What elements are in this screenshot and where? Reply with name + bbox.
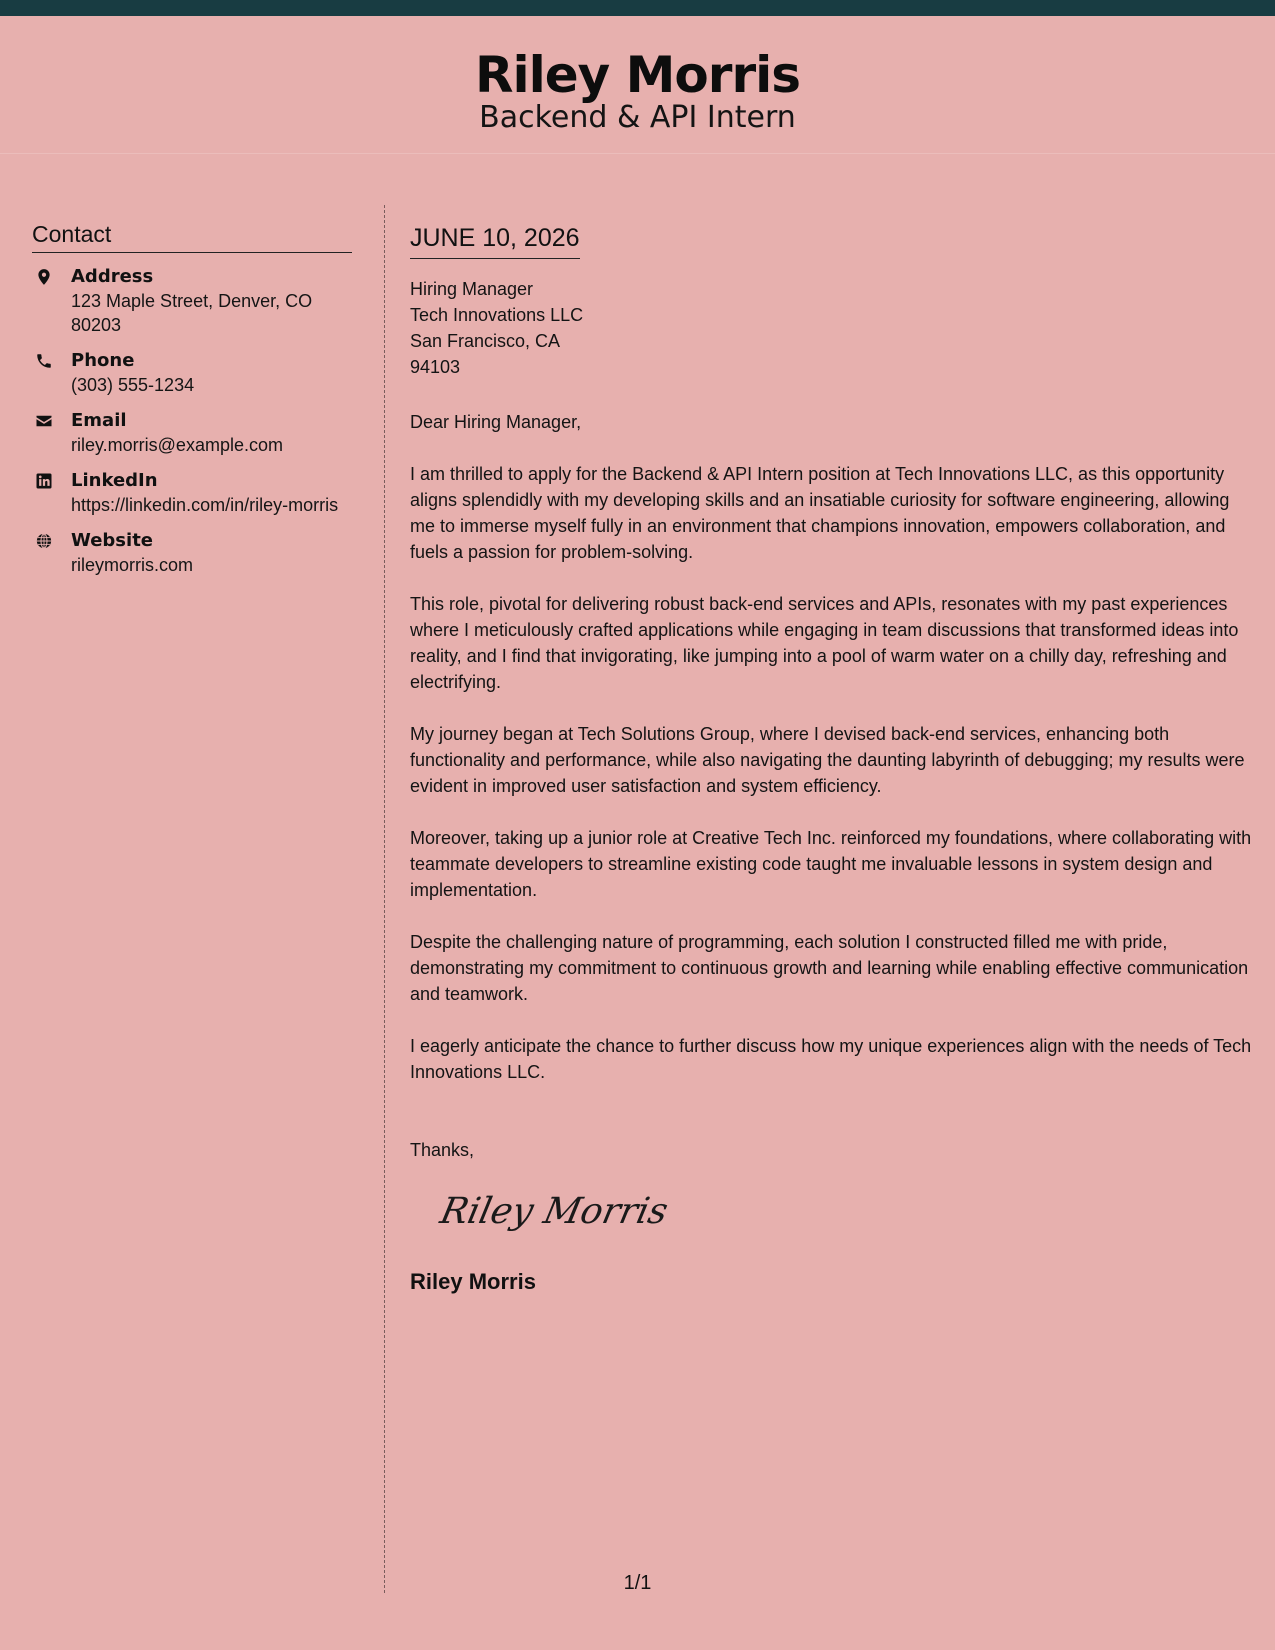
linkedin-icon xyxy=(35,472,53,490)
top-accent-bar xyxy=(0,0,1275,16)
letter-paragraph: Moreover, taking up a junior role at Creative Tech Inc. reinforced my foundations, where collaborating with teammate developers to streamline existing code taught me invaluable lessons in system design and implementation. xyxy=(410,828,1252,900)
contact-linkedin xyxy=(32,469,352,517)
closing: Thanks, xyxy=(410,1140,475,1160)
contact-value: https://linkedin.com/in/riley-morris xyxy=(71,495,339,515)
contact-heading: Contact xyxy=(32,220,352,253)
signature-image xyxy=(436,1179,676,1241)
contact-value: 123 Maple Street, Denver, CO 80203 xyxy=(71,291,313,335)
contact-label: LinkedIn xyxy=(71,470,158,491)
candidate-name: Riley Morris xyxy=(474,46,800,104)
contact-sidebar xyxy=(32,220,352,577)
salutation: Dear Hiring Manager, xyxy=(410,412,582,432)
recipient-line: 94103 xyxy=(410,357,461,377)
contact-value: (303) 555-1234 xyxy=(71,375,195,395)
recipient-line: Hiring Manager xyxy=(410,279,534,299)
page-number: 1/1 xyxy=(623,1572,652,1594)
signer-name: Riley Morris xyxy=(410,1269,536,1294)
contact-label: Address xyxy=(71,266,154,287)
resume-header xyxy=(0,16,1275,154)
phone-icon xyxy=(35,352,53,370)
contact-phone xyxy=(32,349,352,397)
recipient-line: San Francisco, CA xyxy=(410,331,561,351)
recipient-line: Tech Innovations LLC xyxy=(410,305,584,325)
contact-label: Email xyxy=(71,410,127,431)
letter-paragraph: Despite the challenging nature of programming, each solution I constructed filled me with pride, demonstrating my commitment to continuous growth and learning while enabling effective communication and teamwork. xyxy=(410,932,1249,1004)
contact-value: riley.morris@example.com xyxy=(71,435,283,455)
contact-address xyxy=(32,265,352,337)
column-divider xyxy=(384,205,385,1593)
contact-website xyxy=(32,529,352,577)
letter-paragraph: I eagerly anticipate the chance to further discuss how my unique experiences align with the needs of Tech Innovations LLC. xyxy=(410,1036,1252,1082)
letter-paragraph: My journey began at Tech Solutions Group, where I devised back-end services, enhancing both functionality and performance, while also navigating the daunting labyrinth of debugging; my results were evident in improved user satisfaction and system efficiency. xyxy=(410,724,1245,796)
contact-label: Website xyxy=(71,530,154,551)
letter-date: JUNE 10, 2026 xyxy=(410,222,580,259)
envelope-icon xyxy=(35,412,53,430)
recipient-block xyxy=(410,276,1252,380)
job-title: Backend & API Intern xyxy=(479,100,796,135)
contact-email xyxy=(32,409,352,457)
signature-text: Riley Morris xyxy=(436,1189,672,1232)
contact-value: rileymorris.com xyxy=(71,555,194,575)
letter-paragraph: I am thrilled to apply for the Backend & API Intern position at Tech Innovations LLC, as this opportunity aligns splendidly with my developing skills and an insatiable curiosity for software engineering, allowing me to immerse myself fully in an environment that champions innovation, empowers collaboration, and fuels a passion for problem-solving. xyxy=(410,464,1230,562)
contact-label: Phone xyxy=(71,350,135,371)
globe-icon xyxy=(35,532,53,550)
letter-body xyxy=(410,222,1252,1296)
map-marker-icon xyxy=(35,268,53,286)
letter-paragraph: This role, pivotal for delivering robust back-end services and APIs, resonates with my past experiences where I meticulously crafted applications while engaging in team discussions that transformed ideas into reality, and I find that invigorating, like jumping into a pool of warm water on a chilly day, refreshing and electrifying. xyxy=(410,594,1239,692)
